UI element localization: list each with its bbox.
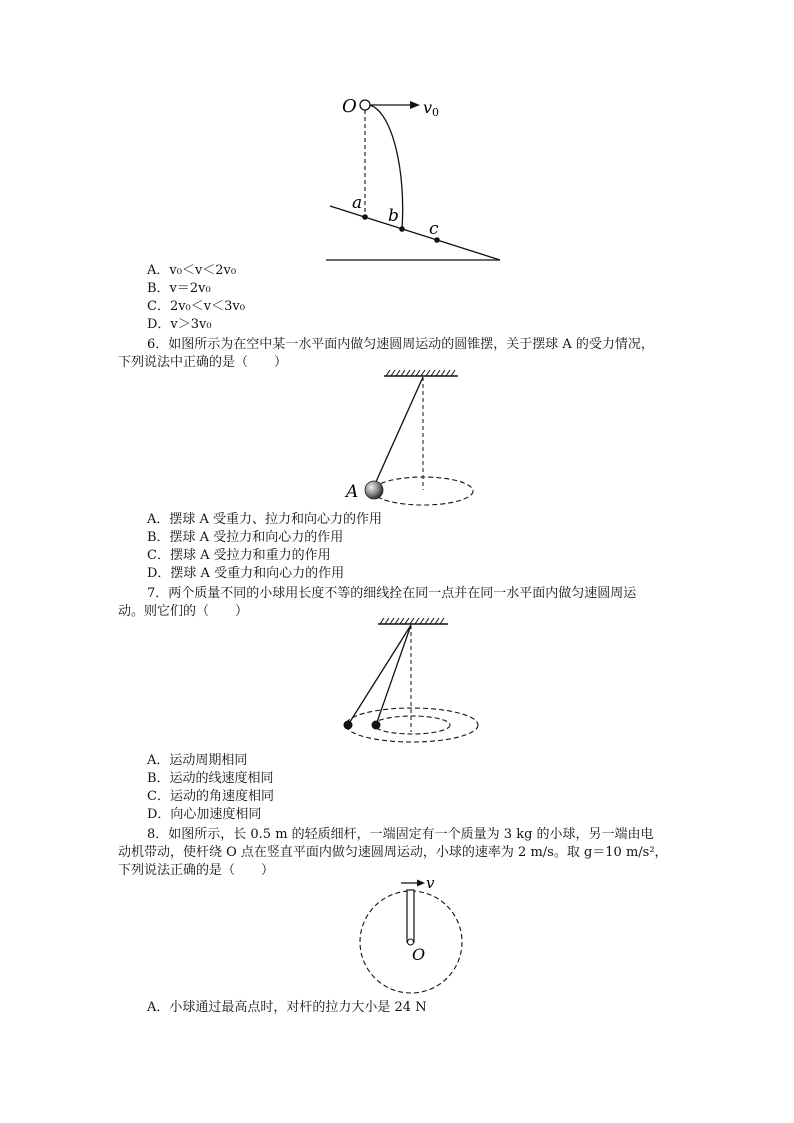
q6-stem-line-1: 6．如图所示为在空中某一水平面内做匀速圆周运动的圆锥摆，关于摆球 A 的受力情况， <box>147 337 654 352</box>
figure-rod-circle <box>355 876 470 996</box>
figure-two-pendulums <box>340 617 485 747</box>
fig5-label-b: b <box>388 206 399 226</box>
fig5-point-O <box>360 100 370 110</box>
fig7-ball-outer <box>344 721 353 730</box>
q6-stem-line-2: 下列说法中正确的是（ ） <box>118 355 288 370</box>
q6-option-b: B．摆球 A 受拉力和向心力的作用 <box>147 530 344 545</box>
q7-option-d: D．向心加速度相同 <box>147 807 262 822</box>
figure-conical-pendulum <box>340 370 480 505</box>
q8-stem-line-2: 动机带动，使杆绕 O 点在竖直平面内做匀速圆周运动，小球的速率为 2 m/s。取 g＝10 m/s²， <box>118 845 668 860</box>
fig7-orbit-inner <box>374 716 450 734</box>
q7-option-b: B．运动的线速度相同 <box>147 771 274 786</box>
q5-option-b: B．v＝2v₀ <box>147 281 211 296</box>
fig8-rod <box>407 890 414 942</box>
q5-option-a: A．v₀＜v＜2v₀ <box>147 263 237 278</box>
q8-option-a: A．小球通过最高点时，对杆的拉力大小是 24 N <box>147 1000 427 1015</box>
fig6-ball-a <box>365 481 383 499</box>
fig5-velocity-arrowhead <box>410 101 420 109</box>
fig7-ceiling-hatch <box>380 618 444 624</box>
q8-stem-line-1: 8．如图所示，长 0.5 m 的轻质细杆，一端固定有一个质量为 3 kg 的小球，另一端由电 <box>147 827 654 842</box>
fig6-label-a: A <box>346 482 359 502</box>
fig5-point-b <box>399 226 405 232</box>
q6-option-a: A．摆球 A 受重力、拉力和向心力的作用 <box>147 512 383 527</box>
q6-option-d: D．摆球 A 受重力和向心力的作用 <box>147 566 345 581</box>
q6-option-c: C．摆球 A 受拉力和重力的作用 <box>147 548 331 563</box>
q7-option-c: C．运动的角速度相同 <box>147 789 274 804</box>
fig5-label-O: O <box>342 96 357 117</box>
fig7-orbit-outer <box>346 708 478 742</box>
figure-projectile-incline <box>320 90 510 265</box>
fig5-label-c: c <box>429 219 439 239</box>
q7-stem-line-2: 动。则它们的（ ） <box>118 604 249 619</box>
q7-option-a: A．运动周期相同 <box>147 753 248 768</box>
fig6-string <box>375 377 423 484</box>
fig6-orbit-dashed <box>373 477 473 505</box>
fig7-ball-inner <box>372 721 381 730</box>
fig5-label-a: a <box>352 193 363 213</box>
q5-option-c: C．2v₀＜v＜3v₀ <box>147 299 245 314</box>
fig5-point-a <box>362 214 368 220</box>
q5-option-d: D．v＞3v₀ <box>147 317 212 332</box>
q7-stem-line-1: 7．两个质量不同的小球用长度不等的细线拴在同一点并在同一水平面内做匀速圆周运 <box>147 586 637 601</box>
fig6-ceiling-hatch <box>386 370 455 376</box>
fig5-label-v0: v0 <box>423 98 440 119</box>
fig8-label-v: v <box>426 874 435 892</box>
q8-stem-line-3: 下列说法正确的是（ ） <box>118 863 275 878</box>
fig8-label-o: O <box>412 945 426 964</box>
fig7-string-inner <box>376 625 411 725</box>
fig5-incline <box>330 206 500 260</box>
fig8-velocity-arrowhead <box>417 880 425 887</box>
